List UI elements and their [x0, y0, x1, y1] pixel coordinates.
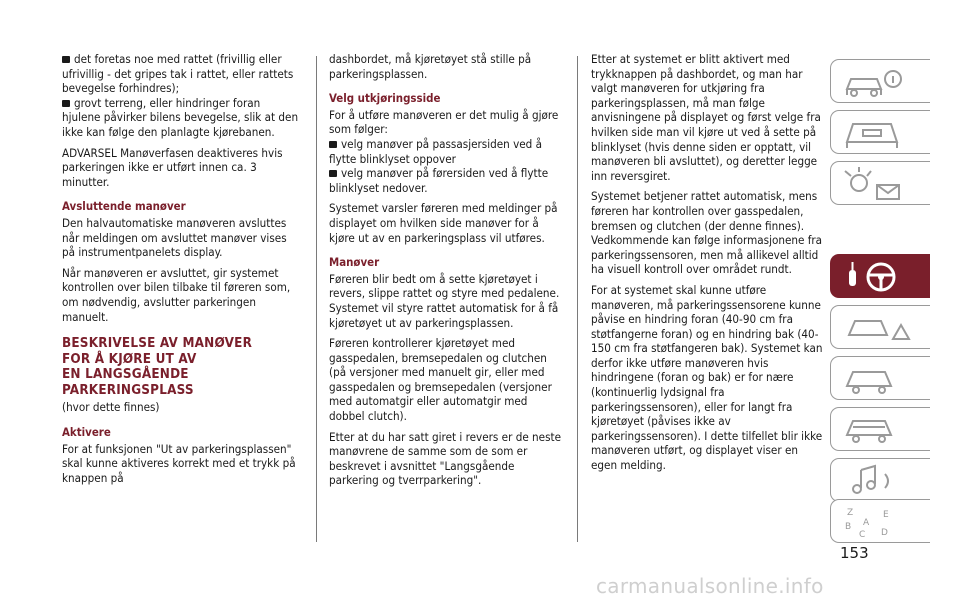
paragraph: Den halvautomatiske manøveren avsluttes når meldingen om avsluttet manøver vises på instrumentpanelets display.	[62, 215, 287, 260]
tab-dashboard[interactable]	[830, 110, 930, 154]
bullet-icon	[329, 170, 337, 177]
paragraph: Etter at systemet er blitt aktivert med trykknappen på dashbordet, og man har valgt manøveren for utkjøring fra parkeringsplassen, må man følge anvisningene på displayet og først velge fra hvilken side man vil kjøre ut ved å sette på blinklyset (hvis denne siden er opptatt, vil manøveren bli avsluttet), og deretter legge inn reversgiret.	[591, 52, 821, 183]
paragraph: For at systemet skal kunne utføre manøveren, må parkeringssensorene kunne påvise en hindring foran (40-90 cm fra støtfangerne foran) og en hindring bak (40-150 cm fra støtfangeren bak). Systemet kan derfor ikke utføre manøveren hvis hindringene (foran og bak) er for nære (kontinuerlig lydsignal fra parkeringssensoren), eller for langt fra kjøretøyet (påvises ikke av parkeringssensoren). I dette tilfellet blir ikke manøveren utført, og displayet viser en egen melding.	[591, 282, 823, 473]
index-letter: A	[863, 518, 870, 528]
car-info-icon	[841, 65, 911, 99]
paragraph: For at funksjonen "Ut av parkeringsplassen" skal kunne aktiveres korrekt med et trykk på knappen på	[62, 441, 296, 485]
index-letter: B	[845, 522, 852, 532]
index-letter: E	[883, 510, 889, 520]
bullet-item: det foretas noe med rattet (frivillig eller ufrivillig - det gripes tak i rattet, eller rattets bevegelse forhindres);	[62, 52, 294, 96]
paragraph: dashbordet, må kjøretøyet stå stille på parkeringsplassen.	[329, 52, 532, 81]
index-letter: Z	[847, 508, 854, 518]
car-specs-icon	[841, 413, 911, 447]
page-number: 153	[840, 544, 869, 562]
bullet-item: velg manøver på passasjersiden ved å flytte blinklyset oppover	[329, 136, 543, 166]
subheading-avsluttende: Avsluttende manøver	[62, 199, 186, 214]
paragraph: Føreren blir bedt om å sette kjøretøyet i revers, slippe rattet og styre med pedalene. Systemet vil styre rattet automatisk for å få kjøretøyet ut av parkeringsplassen.	[329, 271, 560, 330]
paragraph: (hvor dette finnes)	[62, 400, 160, 415]
tab-steering-key[interactable]	[830, 254, 930, 298]
paragraph: Systemet varsler føreren med meldinger på displayet om hvilken side manøver for å kjøre ut av en parkeringsplass vil utføres.	[329, 201, 558, 245]
text-column-1	[62, 52, 300, 491]
alphabetical-index-icon	[841, 505, 911, 539]
tab-warning[interactable]	[830, 305, 930, 349]
car-dashboard-icon	[841, 116, 911, 150]
tab-car-info[interactable]	[830, 59, 930, 103]
paragraph: Føreren kontrollerer kjøretøyet med gasspedalen, bremsepedalen og clutchen (på versjoner med manuelt gir, eller med gasspedalen og bremsepedalen (versjoner med automatgir eller automatgir med dobbel clutch).	[329, 336, 552, 424]
tab-service[interactable]	[830, 356, 930, 400]
text-column-3	[591, 52, 823, 479]
bullet-item: grovt terreng, eller hindringer foran hjulene påvirker bilens bevegelse, slik at den ikke kan følge den planlagte kjørebanen.	[62, 95, 299, 139]
subheading-aktivere: Aktivere	[62, 425, 111, 440]
paragraph: For å utføre manøveren er det mulig å gjøre som følger:	[329, 107, 559, 137]
tab-lights-messages[interactable]	[830, 161, 930, 205]
bullet-icon	[62, 100, 70, 107]
watermark: carmanualsonline.info	[596, 574, 824, 598]
bullet-item: velg manøver på førersiden ved å flytte blinklyset nedover.	[329, 166, 549, 195]
warning-paragraph: ADVARSEL Manøverfasen deaktiveres hvis parkeringen ikke er utført innen ca. 3 minutter.	[62, 145, 283, 189]
column-divider	[316, 56, 317, 542]
section-heading: BESKRIVELSE AV MANØVER FOR Å KJØRE UT AV EN LANGSGÅENDE PARKERINGSPLASS	[62, 336, 253, 398]
tab-index[interactable]	[830, 499, 930, 543]
column-divider	[577, 56, 578, 542]
multimedia-icon	[841, 464, 911, 498]
subheading-manover: Manøver	[329, 255, 380, 270]
warning-triangle-icon	[841, 311, 911, 345]
tab-specs[interactable]	[830, 407, 930, 451]
bullet-icon	[329, 141, 337, 148]
lights-message-icon	[841, 167, 911, 201]
steering-key-icon	[841, 260, 911, 294]
paragraph: Når manøveren er avsluttet, gir systemet kontrollen over bilen tilbake til føreren som, om nødvendig, avslutter parkeringen manuelt.	[62, 265, 291, 324]
index-letter: D	[881, 528, 888, 538]
index-letter: C	[859, 530, 866, 539]
text-column-2	[329, 52, 565, 494]
bullet-icon	[62, 56, 70, 63]
subheading-velg: Velg utkjøringsside	[329, 91, 441, 106]
paragraph: Etter at du har satt giret i revers er de neste manøvrene de samme som de som er beskrevet i avsnittet "Langsgående parkering og tverrparkering".	[329, 429, 562, 488]
paragraph: Systemet betjener rattet automatisk, mens føreren har kontrollen over gasspedalen, bremsen og clutchen (der denne finnes). Vedkommende kan følge informasjonene fra parkeringssensoren, men må allikevel alltid ha visuell kontroll over området rundt.	[591, 189, 823, 277]
car-service-icon	[841, 362, 911, 396]
tab-multimedia[interactable]	[830, 458, 930, 502]
